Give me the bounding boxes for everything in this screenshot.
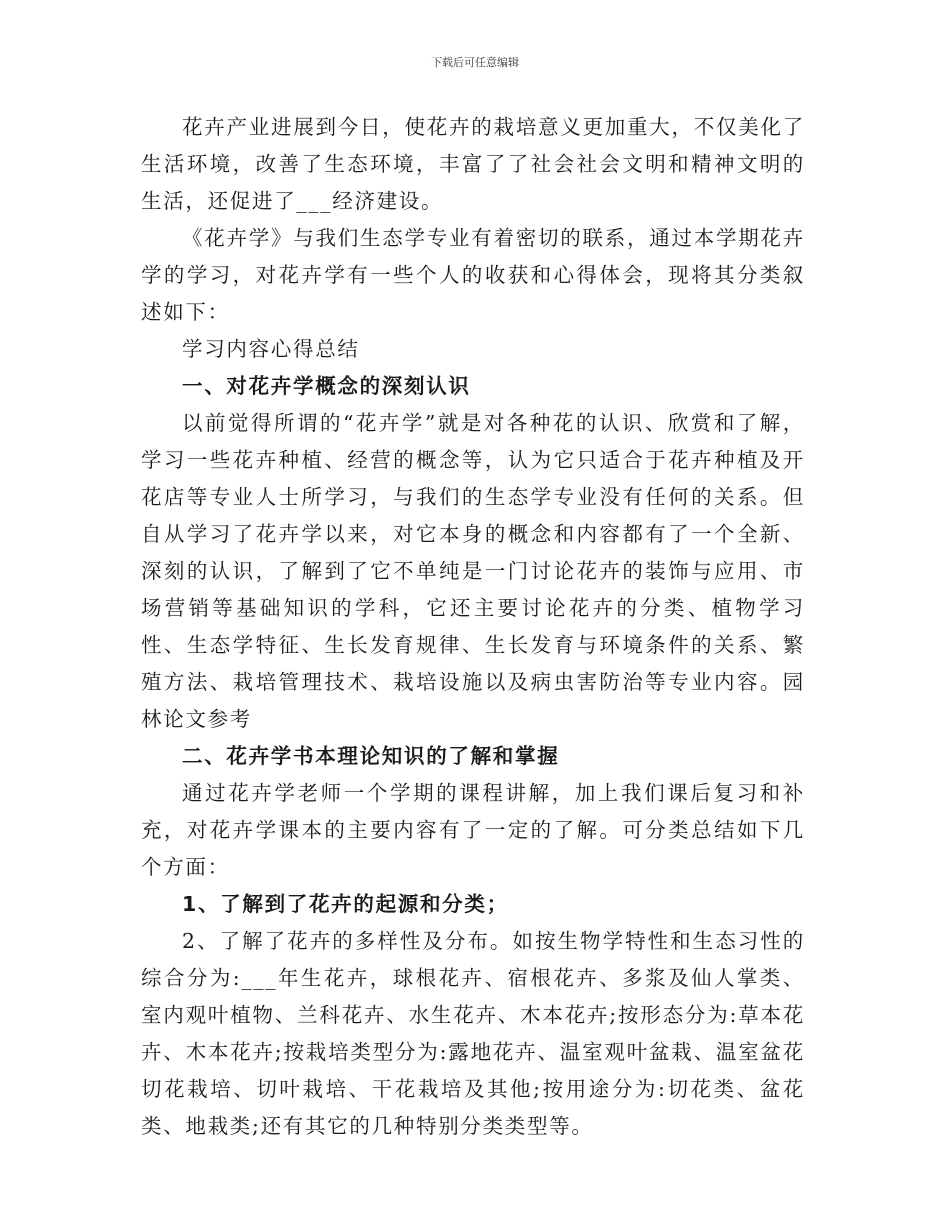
paragraph-theory-knowledge: 通过花卉学老师一个学期的课程讲解，加上我们课后复习和补充，对花卉学课本的主要内容有了一定的了解。可分类总结如下几个方面：: [141, 781, 805, 879]
paragraph-course-relation: 《花卉学》与我们生态学专业有着密切的联系，通过本学期花卉学的学习，对花卉学有一些个人的收获和心得体会，现将其分类叙述如下：: [141, 226, 805, 324]
page-header: 下载后可任意编辑: [431, 56, 519, 69]
heading-theory-knowledge: 二、花卉学书本理论知识的了解和掌握: [182, 744, 560, 768]
document-body: [141, 109, 805, 1145]
heading-concept-understanding: 一、对花卉学概念的深刻认识: [182, 374, 471, 398]
paragraph-concept-understanding: 以前觉得所谓的“花卉学”就是对各种花的认识、欣赏和了解，学习一些花卉种植、经营的概念等，认为它只适合于花卉种植及开花店等专业人士所学习，与我们的生态学专业没有任何的关系。但自从学习了花卉学以来，对它本身的概念和内容都有了一个全新、深刻的认识，了解到了它不单纯是一门讨论花卉的装饰与应用、市场营销等基础知识的学科，它还主要讨论花卉的分类、植物学习性、生态学特征、生长发育规律、生长发育与环境条件的关系、繁殖方法、栽培管理技术、栽培设施以及病虫害防治等专业内容。园林论文参考: [141, 411, 805, 731]
list-item-diversity-distribution: 2、了解了花卉的多样性及分布。如按生物学特性和生态习性的综合分为:___年生花卉，球根花卉、宿根花卉、多浆及仙人掌类、室内观叶植物、兰科花卉、水生花卉、木本花卉;按形态分为:草本花卉、木本花卉;按栽培类型分为:露地花卉、温室观叶盆栽、温室盆花切花栽培、切叶栽培、干花栽培及其他;按用途分为:切花类、盆花类、地栽类;还有其它的几种特别分类类型等。: [141, 929, 805, 1138]
paragraph-intro: 花卉产业进展到今日，使花卉的栽培意义更加重大，不仅美化了生活环境，改善了生态环境，丰富了了社会社会文明和精神文明的生活，还促进了___经济建设。: [141, 115, 805, 213]
section-title-summary: 学习内容心得总结: [182, 337, 360, 361]
list-item-origin-classification: 1、了解到了花卉的起源和分类；: [182, 892, 509, 916]
